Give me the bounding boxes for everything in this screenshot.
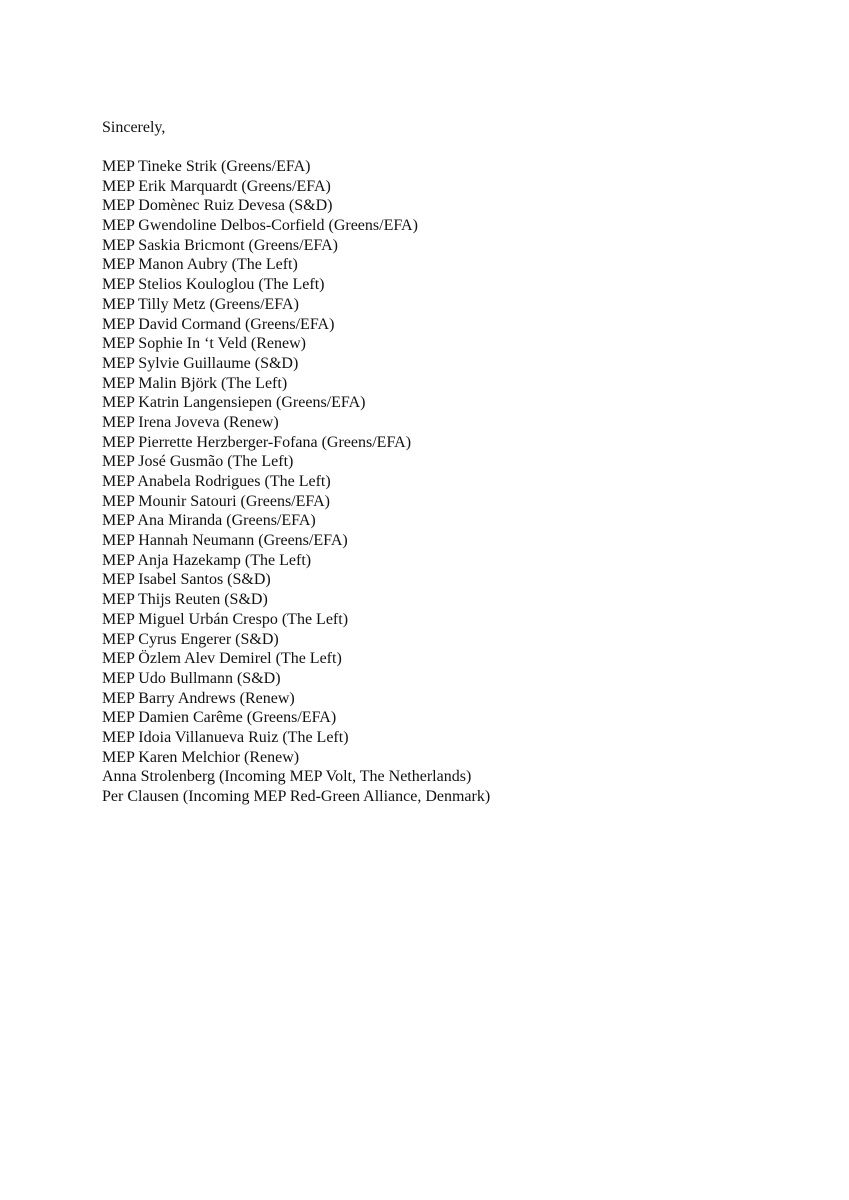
signatory: MEP Pierrette Herzberger-Fofana (Greens/EFA) — [102, 433, 412, 451]
signatory: MEP Isabel Santos (S&D) — [102, 571, 271, 589]
signatory: MEP Miguel Urbán Crespo (The Left) — [102, 610, 349, 628]
letter-body — [102, 118, 802, 807]
signatory: MEP Sophie In ‘t Veld (Renew) — [102, 335, 306, 353]
signatory: MEP Anja Hazekamp (The Left) — [102, 551, 312, 569]
signatory: MEP Erik Marquardt (Greens/EFA) — [102, 177, 331, 195]
signatory: MEP Hannah Neumann (Greens/EFA) — [102, 532, 348, 550]
signatory: MEP Gwendoline Delbos-Corfield (Greens/EFA) — [102, 217, 418, 235]
signatory: MEP José Gusmão (The Left) — [102, 453, 294, 471]
signatory: MEP Manon Aubry (The Left) — [102, 256, 298, 274]
signatory: MEP Karen Melchior (Renew) — [102, 748, 300, 766]
signatory: Per Clausen (Incoming MEP Red-Green Alliance, Denmark) — [102, 788, 491, 805]
signatory: MEP Irena Joveva (Renew) — [102, 413, 279, 431]
signatory: MEP Sylvie Guillaume (S&D) — [102, 354, 299, 372]
signatory: MEP Idoia Villanueva Ruiz (The Left) — [102, 728, 349, 746]
signatory-list — [102, 157, 802, 807]
signatory: MEP Thijs Reuten (S&D) — [102, 591, 268, 609]
signatory: MEP Tilly Metz (Greens/EFA) — [102, 295, 299, 313]
signatory: MEP Saskia Bricmont (Greens/EFA) — [102, 236, 338, 254]
salutation: Sincerely, — [102, 119, 166, 136]
signatory: MEP Anabela Rodrigues (The Left) — [102, 473, 331, 490]
signatory: MEP Özlem Alev Demirel (The Left) — [102, 650, 342, 668]
signatory: MEP Malin Björk (The Left) — [102, 374, 288, 392]
signatory: MEP Domènec Ruiz Devesa (S&D) — [102, 197, 333, 215]
signatory: MEP Cyrus Engerer (S&D) — [102, 630, 279, 648]
signatory: MEP Katrin Langensiepen (Greens/EFA) — [102, 394, 366, 412]
signatory: MEP Tineke Strik (Greens/EFA) — [102, 158, 311, 175]
signatory: MEP Mounir Satouri (Greens/EFA) — [102, 492, 330, 510]
signatory: MEP Barry Andrews (Renew) — [102, 689, 295, 707]
signatory: Anna Strolenberg (Incoming MEP Volt, The Netherlands) — [102, 768, 472, 786]
signatory: MEP Ana Miranda (Greens/EFA) — [102, 512, 316, 530]
signatory: MEP Udo Bullmann (S&D) — [102, 669, 281, 687]
signatory: MEP Damien Carême (Greens/EFA) — [102, 709, 337, 727]
signatory: MEP David Cormand (Greens/EFA) — [102, 315, 335, 333]
signatory: MEP Stelios Kouloglou (The Left) — [102, 276, 325, 294]
